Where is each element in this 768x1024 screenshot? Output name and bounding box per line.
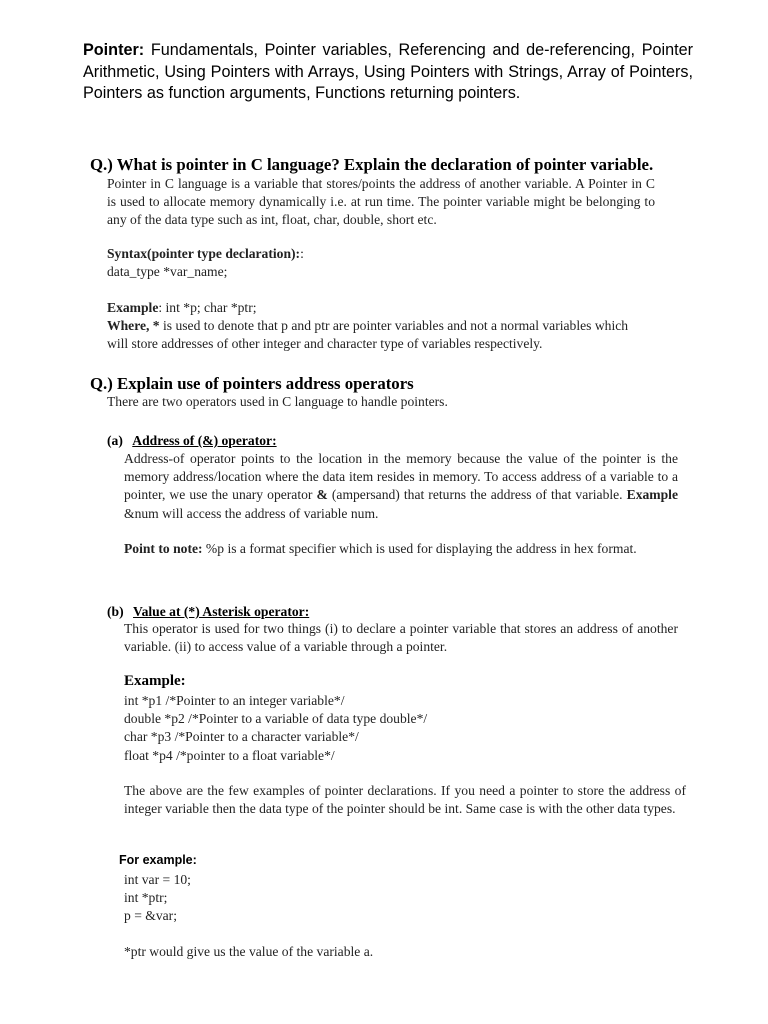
where-label: Where, * <box>107 318 160 334</box>
example-block <box>107 299 652 354</box>
point-to-note <box>124 540 654 558</box>
address-example-label: Example <box>626 487 678 503</box>
example-label: Example <box>107 300 159 315</box>
asterisk-paragraph: This operator is used for two things (i) to declare a pointer variable that stores an address of another variable. (ii) to access value of a variable through a pointer. <box>124 621 678 655</box>
summary-paragraph: The above are the few examples of pointer declarations. If you need a pointer to store the address of integer variable then the data type of the pointer should be int. Same case is with the other data types. <box>124 783 686 817</box>
where-text: is used to denote that p and ptr are pointer variables and not a normal variables which will store addresses of other integer and character type of variables respectively. <box>107 318 629 352</box>
subsection-a-heading <box>107 433 277 449</box>
for-example-label: For example: <box>119 853 197 867</box>
declaration-examples <box>124 692 624 765</box>
declaration-line: int *p1 /*Pointer to an integer variable*/ <box>124 693 345 708</box>
question-2-title: Q.) Explain use of pointers address operators <box>90 374 414 393</box>
operators-intro: There are two operators used in C language to handle pointers. <box>107 394 448 409</box>
final-note: *ptr would give us the value of the variable a. <box>124 944 374 959</box>
subsection-b-marker: (b) <box>107 604 124 619</box>
subsection-a-title: Address of (&) operator: <box>132 433 277 448</box>
subsection-b-heading <box>107 604 309 620</box>
document-header <box>83 40 693 105</box>
code-line: p = &var; <box>124 908 177 924</box>
address-of-text-2: (ampersand) that returns the address of that variable. <box>327 487 627 503</box>
address-of-paragraph <box>124 450 678 523</box>
code-line: int *ptr; <box>124 890 168 906</box>
subsection-a-marker: (a) <box>107 433 123 448</box>
code-line: int var = 10; <box>124 872 191 887</box>
subsection-b-title: Value at (*) Asterisk operator: <box>133 604 310 619</box>
note-text: %p is a format specifier which is used for displaying the address in hex format. <box>202 541 637 556</box>
note-label: Point to note: <box>124 541 203 556</box>
example-text: : int *p; char *ptr; <box>158 300 257 315</box>
syntax-block <box>107 245 667 281</box>
address-example-text: &num will access the address of variable num. <box>124 505 379 521</box>
declaration-line: float *p4 /*pointer to a float variable*/ <box>124 747 335 763</box>
code-example <box>124 871 424 926</box>
header-topics: Fundamentals, Pointer variables, Referencing and de-referencing, Pointer Arithmetic, Using Pointers with Arrays, Using Pointers with Strings, Array of Pointers, Pointers as function arguments, Functions returning pointers. <box>83 41 694 102</box>
where-paragraph <box>107 317 652 353</box>
syntax-code: data_type *var_name; <box>107 264 228 280</box>
syntax-suffix: : <box>300 246 304 261</box>
header-label: Pointer: <box>83 41 145 59</box>
declaration-line: double *p2 /*Pointer to a variable of data type double*/ <box>124 711 428 727</box>
question-1-title: Q.) What is pointer in C language? Explain the declaration of pointer variable. <box>90 155 654 174</box>
ampersand-symbol: & <box>316 487 328 503</box>
syntax-label: Syntax(pointer type declaration): <box>107 246 301 261</box>
declaration-line: char *p3 /*Pointer to a character variable*/ <box>124 729 359 745</box>
pointer-definition-paragraph: Pointer in C language is a variable that stores/points the address of another variable. A Pointer in C is used to allocate memory dynamically i.e. at run time. The pointer variable might be belonging to any of the data type such as int, float, char, double, short etc. <box>107 176 655 228</box>
address-of-text-1: Address-of operator points to the location in the memory because the value of the pointer is the memory address/location where the data item resides in memory. To access address of a variable to a pointer, we use the unary operator <box>124 451 678 503</box>
example-heading: Example: <box>124 673 186 689</box>
